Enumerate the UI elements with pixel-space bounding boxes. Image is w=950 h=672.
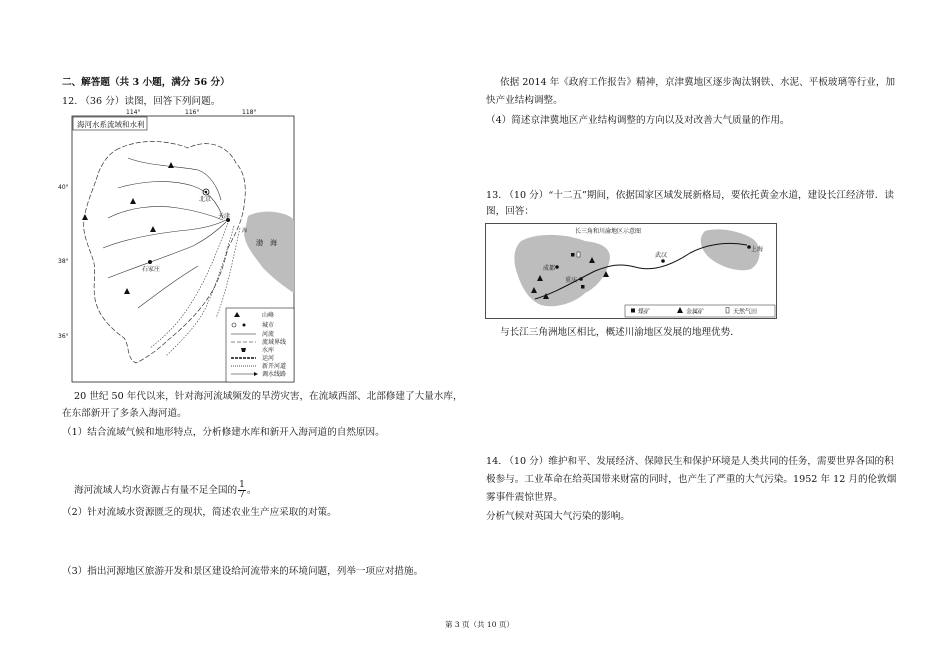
legend-label: 城市	[262, 322, 275, 329]
q12-stem: 12. （36 分）读图，回答下列问题。	[62, 96, 221, 107]
q14-line: 极参与。工业革命在给英国带来财富的同时，也产生了严重的大气污染。1952 年 12 月的伦敦烟	[486, 474, 897, 485]
coal-mine-icon	[571, 253, 575, 257]
q13-stem-line: 13. （10 分）“十二五”期间，依据国家区域发展新格局，要依托黄金水道，建设长江经济带．读	[486, 190, 894, 201]
q12-right-paragraph-line: 快产业结构调整。	[486, 95, 563, 106]
legend-label: 流域界线	[262, 339, 287, 346]
q12-paragraph-line: 20 世纪 50 年代以来，针对海河流域频发的旱涝灾害，在流域西部、北部修建了大量水库，	[74, 391, 463, 402]
city-label: 石家庄	[142, 266, 161, 273]
lon-label: 116°	[185, 109, 200, 116]
lon-label: 114°	[126, 109, 141, 116]
legend-label: 调水线路	[262, 371, 287, 378]
q14-question: 分析气候对英国大气污染的影响。	[486, 511, 630, 522]
map-title: 海河水系流域和水利	[77, 120, 145, 129]
fraction-numerator: 1	[239, 480, 245, 490]
legend-label: 金属矿	[686, 308, 705, 316]
yangtze-map	[485, 223, 777, 319]
city-label: 上海	[751, 246, 764, 253]
lat-label: 40°	[58, 184, 69, 191]
city-marker	[148, 260, 152, 264]
city-marker	[555, 265, 559, 269]
legend-label: 山峰	[262, 312, 275, 319]
q13-question: 与长江三角洲地区相比，概述川渝地区发展的地理优势．	[500, 327, 740, 338]
fraction-denominator: 7	[239, 490, 245, 500]
map-title: 长三角和川渝地区示意图	[575, 228, 642, 235]
city-label: 天津	[218, 213, 231, 220]
q12-question-4: （4）简述京津冀地区产业结构调整的方向以及对改善大气质量的作用。	[486, 115, 790, 126]
coal-mine-icon	[631, 309, 635, 313]
city-marker	[579, 277, 583, 281]
city-label: 成都	[543, 265, 556, 272]
q12-right-paragraph-line: 依据 2014 年《政府工作报告》精神，京津冀地区逐步淘汰钢铁、水泥、平板玻璃等行业，加	[500, 77, 896, 88]
q12-intro-pre: 海河流域人均水资源占有量不足全国的	[74, 485, 238, 496]
sea-label: 渤 海	[256, 239, 277, 247]
coal-mine-icon	[581, 285, 585, 289]
sea-label-small: 海	[242, 228, 248, 234]
section-title: 二、解答题（共 3 小题，满分 56 分）	[62, 77, 230, 88]
q14-line: 雾事件震惊世界。	[486, 492, 563, 503]
legend-label: 新开河道	[262, 363, 287, 370]
fraction	[238, 481, 246, 500]
city-label: 北京	[199, 196, 212, 203]
gas-field-icon	[577, 252, 580, 257]
q14-line: 14. （10 分）维护和平、发展经济、保障民生和保护环境是人类共同的任务，需要世界各国的积	[486, 456, 894, 467]
q12-question-1: （1）结合流域气候和地形特点，分析修建水库和新开入海河道的自然原因。	[62, 427, 385, 438]
lon-label: 118°	[242, 109, 257, 116]
legend-label: 天然气田	[733, 308, 758, 316]
legend-label: 运河	[262, 355, 275, 362]
q12-question-3: （3）指出河源地区旅游开发和景区建设给河流带来的环境问题，列举一项应对措施。	[62, 566, 424, 577]
q12-question-2: （2）针对流域水资源匮乏的现状，简述农业生产应采取的对策。	[62, 507, 337, 518]
city-marker	[661, 259, 665, 263]
q13-stem-line: 图，回答：	[486, 206, 534, 217]
lat-label: 38°	[58, 258, 69, 265]
q12-paragraph-line: 在东部新开了多条入海河道。	[62, 408, 187, 419]
map-legend	[226, 308, 294, 382]
city-label: 武汉	[655, 252, 668, 259]
city-label: 重庆	[565, 277, 578, 284]
legend-label: 水库	[262, 347, 275, 354]
legend-label: 河流	[262, 331, 275, 338]
q12-intro-post: 。	[246, 485, 257, 496]
legend-label: 煤矿	[638, 308, 651, 316]
page-footer: 第 3 页（共 10 页）	[445, 620, 514, 629]
gas-field-icon	[726, 308, 729, 314]
lat-label: 36°	[58, 333, 69, 340]
q12-water-resource-line	[74, 480, 256, 502]
map-legend	[625, 305, 775, 317]
haihe-basin-map	[58, 108, 298, 386]
